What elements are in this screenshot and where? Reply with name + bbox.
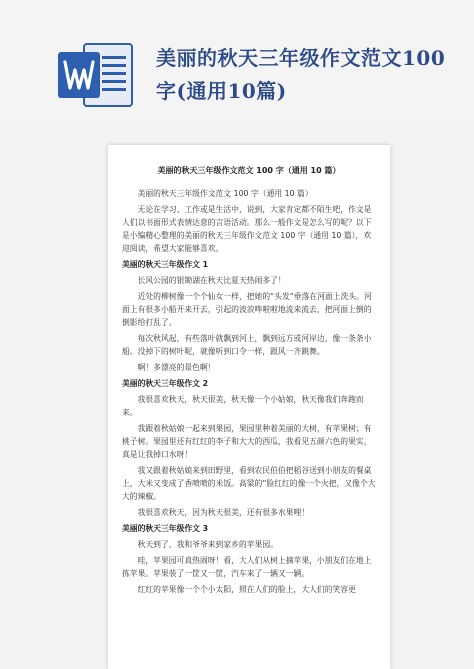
paragraph: 秋天到了，我和爷爷来到家乡的苹果园。 [137, 540, 278, 549]
paragraph: 每次秋风起，有些落叶就飘到河上，飘到远方或河岸边，像一条条小船。没掉下的树叶呢，就像听到口令一样，跟风一齐跳舞。 [122, 334, 372, 356]
section-heading: 美丽的秋天三年级作文 3 [122, 524, 209, 533]
paragraph: 红红的苹果像一个个小太阳，照在人们的脸上，大人们的笑容更 [137, 585, 356, 594]
section-heading: 美丽的秋天三年级作文 1 [122, 260, 209, 269]
word-document-icon [56, 40, 136, 110]
document-body [122, 187, 376, 599]
paragraph: 我很喜欢秋天，秋天很美，秋天像一个小姑娘，秋天像我们奔跑而来。 [122, 395, 364, 417]
paragraph: 啊！多漂亮的景色啊！ [137, 363, 216, 372]
paragraph: 近处的柳树像一个个仙女一样，把她的“头发”垂落在河面上洗头。河面上有很多小船开来开去，引起的波浪哗啦啦地流来流去，把河面上倒的倒影给打乱了。 [122, 292, 372, 327]
page-header [0, 0, 474, 120]
document-page [108, 145, 390, 669]
document-subtitle: 美丽的秋天三年级作文范文 100 字（通用 10 篇） [137, 189, 313, 198]
paragraph: 我又跟着秋姑娘来到田野里，看到农民伯伯把稻谷送到小朋友的餐桌上，大米又变成了香喷喷的米饭。高粱的“脸红红的像一个火把，又像个大大的辣椒。 [122, 466, 376, 501]
paragraph: 长风公园的银锄湖在秋天比夏天热闹多了！ [137, 276, 286, 285]
document-title: 美丽的秋天三年级作文范文 100 字（通用 10 篇） [157, 166, 341, 175]
paragraph: 我跟着秋姑娘一起来到果园，果园里种着美丽的大树，有苹果树；有桃子树。果园里还有红红的李子和大大的西瓜，我看见五颜六色的果实，真是让我掉口水呀！ [122, 424, 372, 459]
intro-paragraph: 无论在学习、工作或是生活中，说到，大家肯定都不陌生吧，作文是人们以书面形式表情达意的言语活动。那么一般作文是怎么写的呢？以下是小编精心整理的美丽的秋天三年级作文范文 100 字（通用 10 篇），欢迎阅读，希望大家能够喜欢。 [122, 205, 372, 253]
section-heading: 美丽的秋天三年级作文 2 [122, 379, 209, 388]
page-title: 美丽的秋天三年级作文范文100字(通用10篇) [156, 46, 446, 103]
paragraph: 我很喜欢秋天，因为秋天很美，还有很多水果哩！ [137, 508, 310, 517]
paragraph: 哇，苹果园可真热闹呀！看，大人们从树上摘苹果，小朋友们在地上拣苹果。苹果装了一筐又一筐，汽车来了一辆又一辆。 [122, 556, 372, 578]
